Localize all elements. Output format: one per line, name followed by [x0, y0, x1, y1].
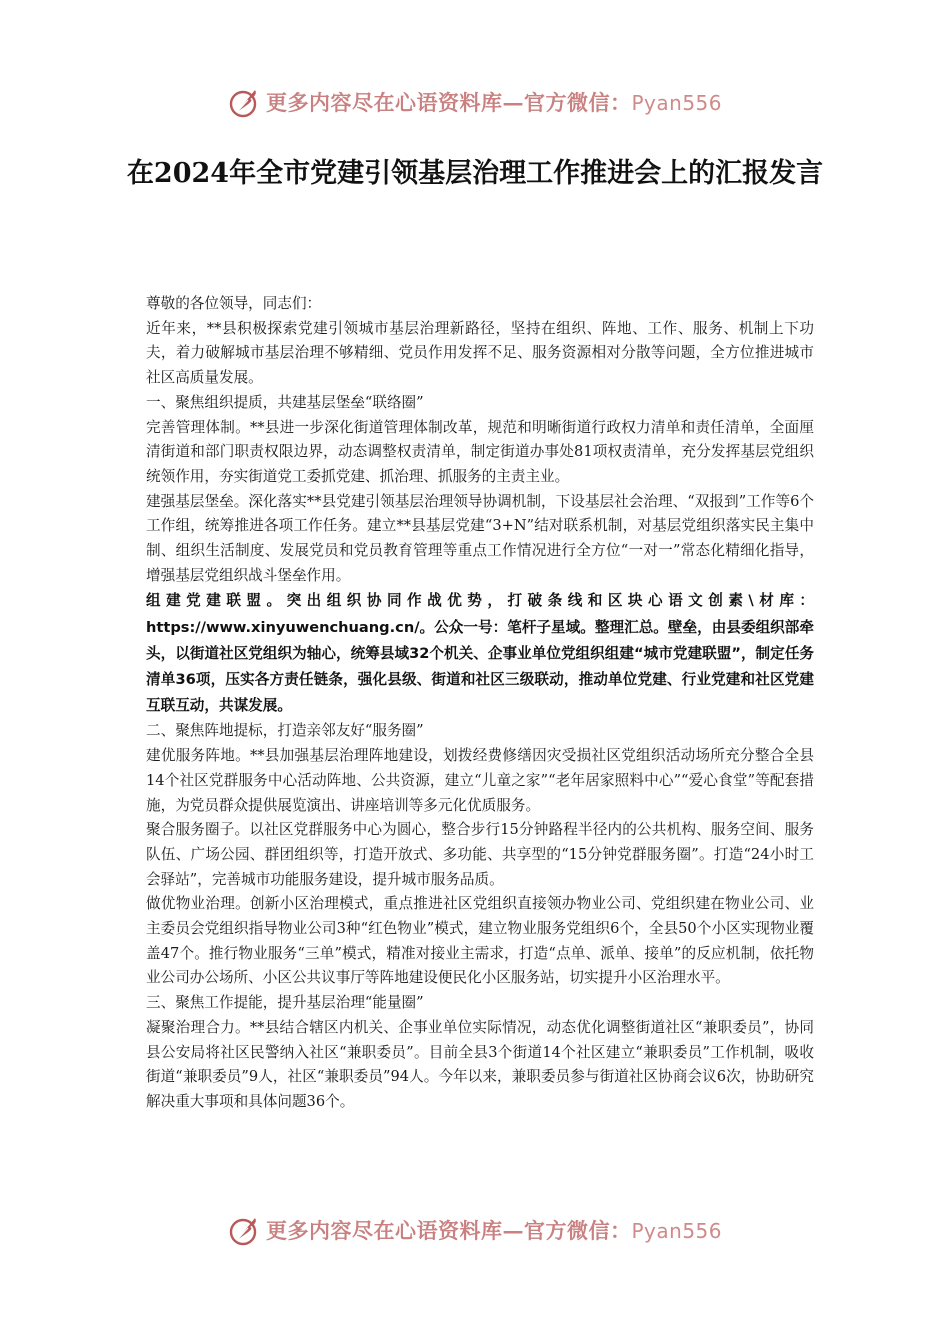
header-banner	[0, 82, 950, 122]
section-heading-2: 二、聚焦阵地提标，打造亲邻友好“服务圈”	[146, 722, 424, 740]
intro-paragraph: 近年来，**县积极探索党建引领城市基层治理新路径，坚持在组织、阵地、工作、服务、机制上下功夫，着力破解城市基层治理不够精细、党员作用发挥不足、服务资源相对分散等问题，全方位推进城市社区高质量发展。	[146, 319, 814, 387]
footer-banner	[0, 1210, 950, 1250]
body-paragraph: 完善管理体制。**县进一步深化街道管理体制改革，规范和明晰街道行政权力清单和责任清单，全面厘清街道和部门职责权限边界，动态调整权责清单，制定街道办事处81项权责清单，充分发挥基层党组织统领作用，夯实街道党工委抓党建、抓治理、抓服务的主责主业。	[146, 418, 814, 485]
banner-wechat-id: Pyan556	[631, 91, 722, 115]
salutation: 尊敬的各位领导，同志们：	[146, 295, 322, 312]
body-paragraph: 做优物业治理。创新小区治理模式，重点推进社区党组织直接领办物业公司、党组织建在物业公司、业主委员会党组织指导物业公司3种“红色物业”模式，建立物业服务党组织6个，全县50个小区实现物业覆盖47个。推行物业服务“三单”模式，精准对接业主需求，打造“点单、派单、接单”的反应机制，依托物业公司办公场所、小区公共议事厅等阵地建设便民化小区服务站，切实提升小区治理水平。	[146, 895, 814, 987]
banner-text: 更多内容尽在心语资料库—官方微信：Pyan556	[265, 1218, 722, 1243]
banner-text: 更多内容尽在心语资料库—官方微信：Pyan556	[265, 90, 722, 115]
document-title: 在2024年全市党建引领基层治理工作推进会上的汇报发言	[126, 158, 824, 189]
quill-logo-icon	[228, 1213, 262, 1247]
body-paragraph: 凝聚治理合力。**县结合辖区内机关、企事业单位实际情况，动态优化调整街道社区“兼职委员”，协同县公安局将社区民警纳入社区“兼职委员”。目前全县3个街道14个社区建立“兼职委员”工作机制，吸收街道“兼职委员”9人，社区“兼职委员”94人。今年以来，兼职委员参与街道社区协商会议6次，协助研究解决重大事项和具体问题36个。	[146, 1018, 814, 1110]
body-paragraph: 建强基层堡垒。深化落实**县党建引领基层治理领导协调机制，下设基层社会治理、“双报到”工作等6个工作组，统筹推进各项工作任务。建立**县基层党建“3+N”结对联系机制，对基层党组织落实民主集中制、组织生活制度、发展党员和党员教育管理等重点工作情况进行全方位“一对一”常态化精细化指导，增强基层党组织战斗堡垒作用。	[146, 492, 814, 584]
body-paragraph-highlight: 组建党建联盟。突出组织协同作战优势，打破条线和区块心语文创素\材库：https://www.xinyuwenchuang.cn/。公众一号：笔杆子星域。整理汇总。壁垒，由县委组织部牵头，以街道社区党组织为轴心，统筹县域32个机关、企事业单位党组织组建“城市党建联盟”，制定任务清单36项，压实各方责任链条，强化县级、街道和社区三级联动，推动单位党建、行业党建和社区党建互联互动，共谋发展。	[146, 592, 814, 715]
quill-logo-icon	[228, 85, 262, 119]
body-paragraph: 建优服务阵地。**县加强基层治理阵地建设，划拨经费修缮因灾受损社区党组织活动场所充分整合全县14个社区党群服务中心活动阵地、公共资源，建立“儿童之家”“老年居家照料中心”“爱心食堂”等配套措施，为党员群众提供展览演出、讲座培训等多元化优质服务。	[146, 747, 814, 814]
body-paragraph: 聚合服务圈子。以社区党群服务中心为圆心，整合步行15分钟路程半径内的公共机构、服务空间、服务队伍、广场公园、群团组织等，打造开放式、多功能、共享型的“15分钟党群服务圈”。打造“24小时工会驿站”，完善城市功能服务建设，提升城市服务品质。	[146, 821, 814, 888]
banner-wechat-id: Pyan556	[631, 1219, 722, 1243]
section-heading-1: 一、聚焦组织提质，共建基层堡垒“联络圈”	[146, 393, 424, 411]
section-heading-3: 三、聚焦工作提能，提升基层治理“能量圈”	[146, 994, 424, 1012]
document-body	[146, 292, 814, 1115]
